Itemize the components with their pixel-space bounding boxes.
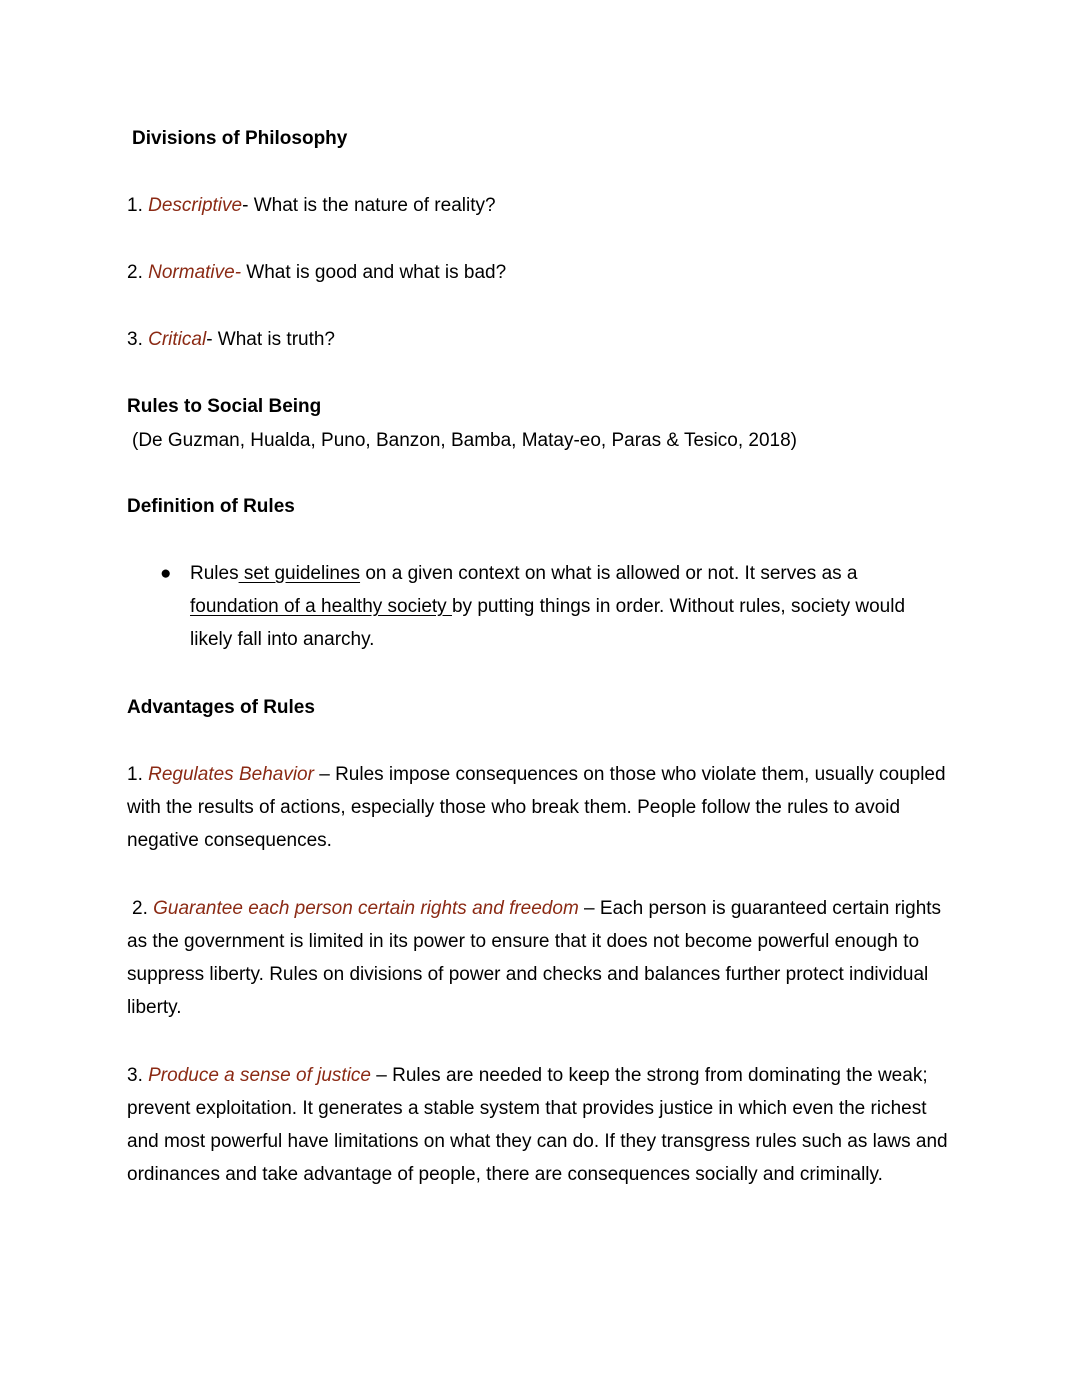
division-item-critical: [127, 323, 335, 356]
division-item-normative: [127, 256, 506, 289]
heading-definition-of-rules: Definition of Rules: [127, 496, 295, 517]
item-text: – Rules are needed to keep the strong from dominating the weak; prevent exploitation. It generates a stable system that provides justice in which even the richest and most powerful have limitations on what they can do. If they transgress rules such as laws and ordinances and take advantage of people, there are consequences socially and criminally.: [127, 1065, 948, 1185]
definition-bullet: [160, 557, 930, 656]
item-number: 2.: [127, 262, 149, 283]
item-number: 3.: [127, 1065, 149, 1086]
advantage-item-sense-of-justice: [127, 1059, 957, 1191]
item-text: What is good and what is bad?: [241, 262, 507, 283]
definition-part: Rules: [190, 563, 239, 584]
term-guarantee-rights: Guarantee each person certain rights and freedom: [153, 898, 579, 919]
definition-text: [190, 557, 930, 656]
definition-part: by putting things in order. Without rules, society would likely fall into anarchy.: [190, 596, 906, 650]
item-number: 2.: [132, 898, 154, 919]
bullet-icon: ●: [160, 563, 172, 584]
item-number: 1.: [127, 764, 149, 785]
advantage-item-regulates-behavior: [127, 758, 957, 857]
citation: (De Guzman, Hualda, Puno, Banzon, Bamba, Matay-eo, Paras & Tesico, 2018): [132, 430, 797, 451]
item-text: - What is truth?: [206, 329, 336, 350]
item-text: – Rules impose consequences on those who violate them, usually coupled with the results of actions, especially those who break them. People follow the rules to avoid negative consequences.: [127, 764, 946, 851]
term-critical: Critical: [148, 329, 207, 350]
item-text: – Each person is guaranteed certain rights as the government is limited in its power to ensure that it does not become powerful enough to suppress liberty. Rules on divisions of power and checks and balances further protect individual liberty.: [127, 898, 942, 1018]
heading-advantages-of-rules: Advantages of Rules: [127, 697, 315, 718]
division-item-descriptive: [127, 189, 496, 222]
underlined-set-guidelines: set guidelines: [238, 563, 361, 584]
term-descriptive: Descriptive: [148, 195, 243, 216]
term-normative: Normative-: [148, 262, 242, 283]
term-regulates-behavior: Regulates Behavior: [148, 764, 314, 785]
heading-divisions-of-philosophy: Divisions of Philosophy: [132, 128, 348, 149]
item-number: 1.: [127, 195, 149, 216]
definition-part: on a given context on what is allowed or not. It serves as a: [360, 563, 858, 584]
item-number: 3.: [127, 329, 149, 350]
advantage-item-guarantee-rights: [127, 892, 957, 1024]
underlined-foundation: foundation of a healthy society: [190, 596, 452, 617]
term-sense-of-justice: Produce a sense of justice: [148, 1065, 371, 1086]
item-text: - What is the nature of reality?: [242, 195, 496, 216]
heading-rules-to-social-being: Rules to Social Being: [127, 396, 322, 417]
